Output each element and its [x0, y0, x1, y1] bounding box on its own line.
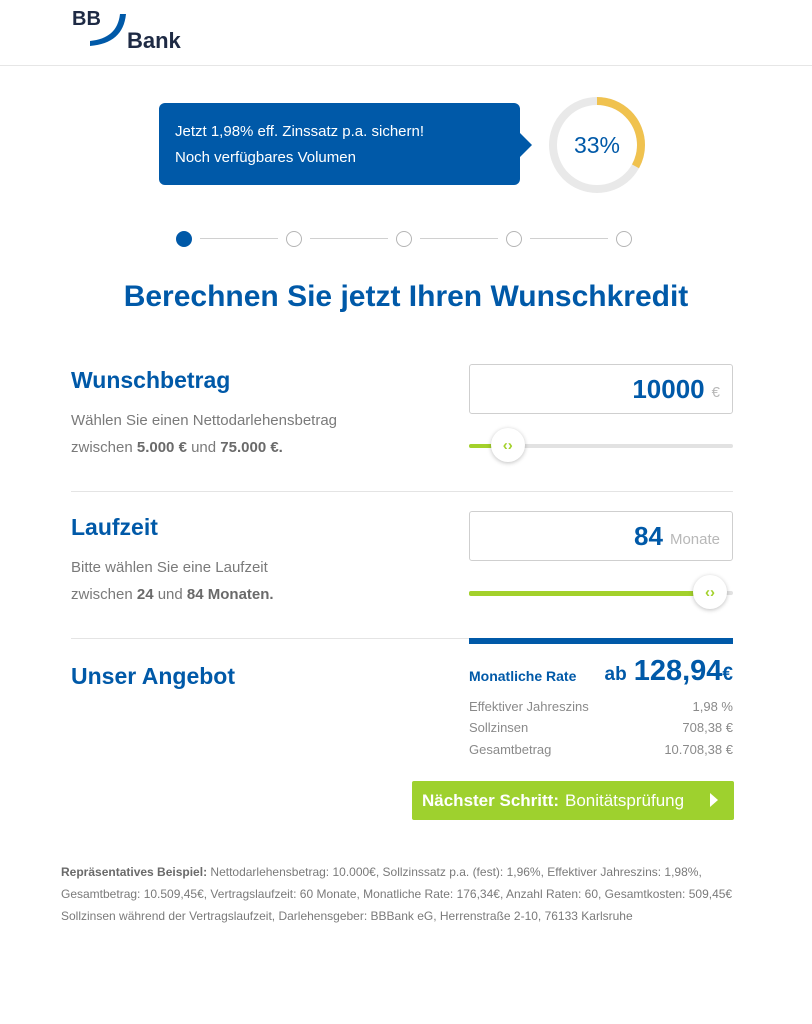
cta-bold-label: Nächster Schritt:: [422, 790, 559, 810]
detail-label: Effektiver Jahreszins: [469, 699, 589, 714]
term-unit: Monate: [669, 530, 720, 548]
amount-slider[interactable]: [469, 436, 733, 454]
offer-detail-row: [469, 742, 733, 757]
term-slider[interactable]: [469, 583, 733, 601]
offer-detail-row: [469, 720, 733, 735]
amount-desc-line2: zwischen 5.000 € und 75.000 €.: [71, 439, 283, 456]
detail-value: 708,38 €: [682, 720, 733, 735]
term-desc-line2: zwischen 24 und 84 Monaten.: [71, 586, 274, 603]
header: [0, 0, 812, 66]
amount-input-value[interactable]: 10000: [632, 373, 705, 404]
amount-max: 75.000 €.: [220, 439, 283, 456]
term-desc-line1: Bitte wählen Sie eine Laufzeit: [71, 559, 268, 576]
term-input[interactable]: [469, 511, 733, 561]
representative-example: [61, 861, 751, 927]
term-input-value[interactable]: 84: [634, 520, 663, 551]
term-min: 24: [136, 586, 154, 603]
detail-value: 10.708,38 €: [664, 742, 733, 757]
stepper-connector: [310, 238, 388, 239]
offer-accent-bar: [469, 638, 733, 644]
legal-text: Nettodarlehensbetrag: 10.000€, Sollzinssatz p.a. (fest): 1,96%, Effektiver Jahreszins: 1,98%, Gesamtbetrag: 10.509,45€, Vertragslaufzeit: 60 Monate, Monatliche Rate: 176,34€, Anzahl Raten: 60, Gesamtkosten: 509,45€ Sollzinsen während der Vertragslaufzeit, Darlehensgeber: BBBank eG, Herrenstraße 2-10, 76133 Karlsruhe: [61, 865, 733, 923]
detail-label: Gesamtbetrag: [469, 742, 552, 757]
detail-label: Sollzinsen: [469, 720, 529, 735]
amount-desc-line1: Wählen Sie einen Nettodarlehensbetrag: [71, 412, 338, 429]
term-slider-handle[interactable]: [693, 575, 727, 609]
stepper-step-5: [616, 231, 632, 247]
stepper-connector: [420, 238, 498, 239]
term-slider-fill: [469, 591, 710, 596]
drag-arrows-icon: ‹›: [502, 436, 513, 454]
amount-title: Wunschbetrag: [71, 367, 231, 393]
rate-amount: 128,94: [633, 655, 723, 687]
bbbank-logo[interactable]: [72, 8, 192, 56]
progress-stepper: [176, 229, 632, 249]
play-arrow-icon: [710, 793, 718, 807]
logo-bb-text: BB: [72, 8, 101, 30]
detail-value: 1,98 %: [692, 699, 733, 714]
amount-slider-handle[interactable]: [491, 428, 525, 462]
volume-percent-label: 33%: [573, 131, 621, 158]
stepper-step-3: [396, 231, 412, 247]
stepper-step-2: [286, 231, 302, 247]
stepper-connector: [530, 238, 608, 239]
offer-title: Unser Angebot: [71, 663, 235, 689]
section-divider: [71, 491, 733, 492]
promo-line-1: Jetzt 1,98% eff. Zinssatz p.a. sichern!: [175, 123, 425, 140]
amount-min: 5.000 €: [136, 439, 187, 456]
stepper-step-4: [506, 231, 522, 247]
amount-input[interactable]: [469, 364, 733, 414]
promo-line-2: Noch verfügbares Volumen: [175, 149, 356, 166]
rate-prefix: ab: [604, 664, 627, 685]
term-max: 84 Monaten.: [186, 586, 274, 603]
monthly-rate-value: [605, 655, 733, 688]
term-description: [71, 554, 274, 608]
offer-detail-row: [469, 699, 733, 714]
monthly-rate-label: Monatliche Rate: [469, 668, 577, 684]
cta-label: Bonitätsprüfung: [564, 790, 685, 810]
promo-banner: [159, 103, 520, 185]
stepper-step-1: [176, 231, 192, 247]
logo-bank-text: Bank: [127, 28, 181, 53]
rate-currency: €: [722, 664, 733, 685]
amount-description: [71, 407, 337, 461]
drag-arrows-icon: ‹›: [705, 583, 715, 601]
section-divider: [71, 638, 469, 639]
term-title: Laufzeit: [71, 514, 158, 540]
amount-unit: €: [711, 383, 720, 401]
stepper-connector: [200, 238, 278, 239]
next-step-button[interactable]: [412, 781, 734, 820]
page-title: Berechnen Sie jetzt Ihren Wunschkredit: [123, 280, 689, 313]
legal-heading: Repräsentatives Beispiel:: [61, 865, 208, 879]
